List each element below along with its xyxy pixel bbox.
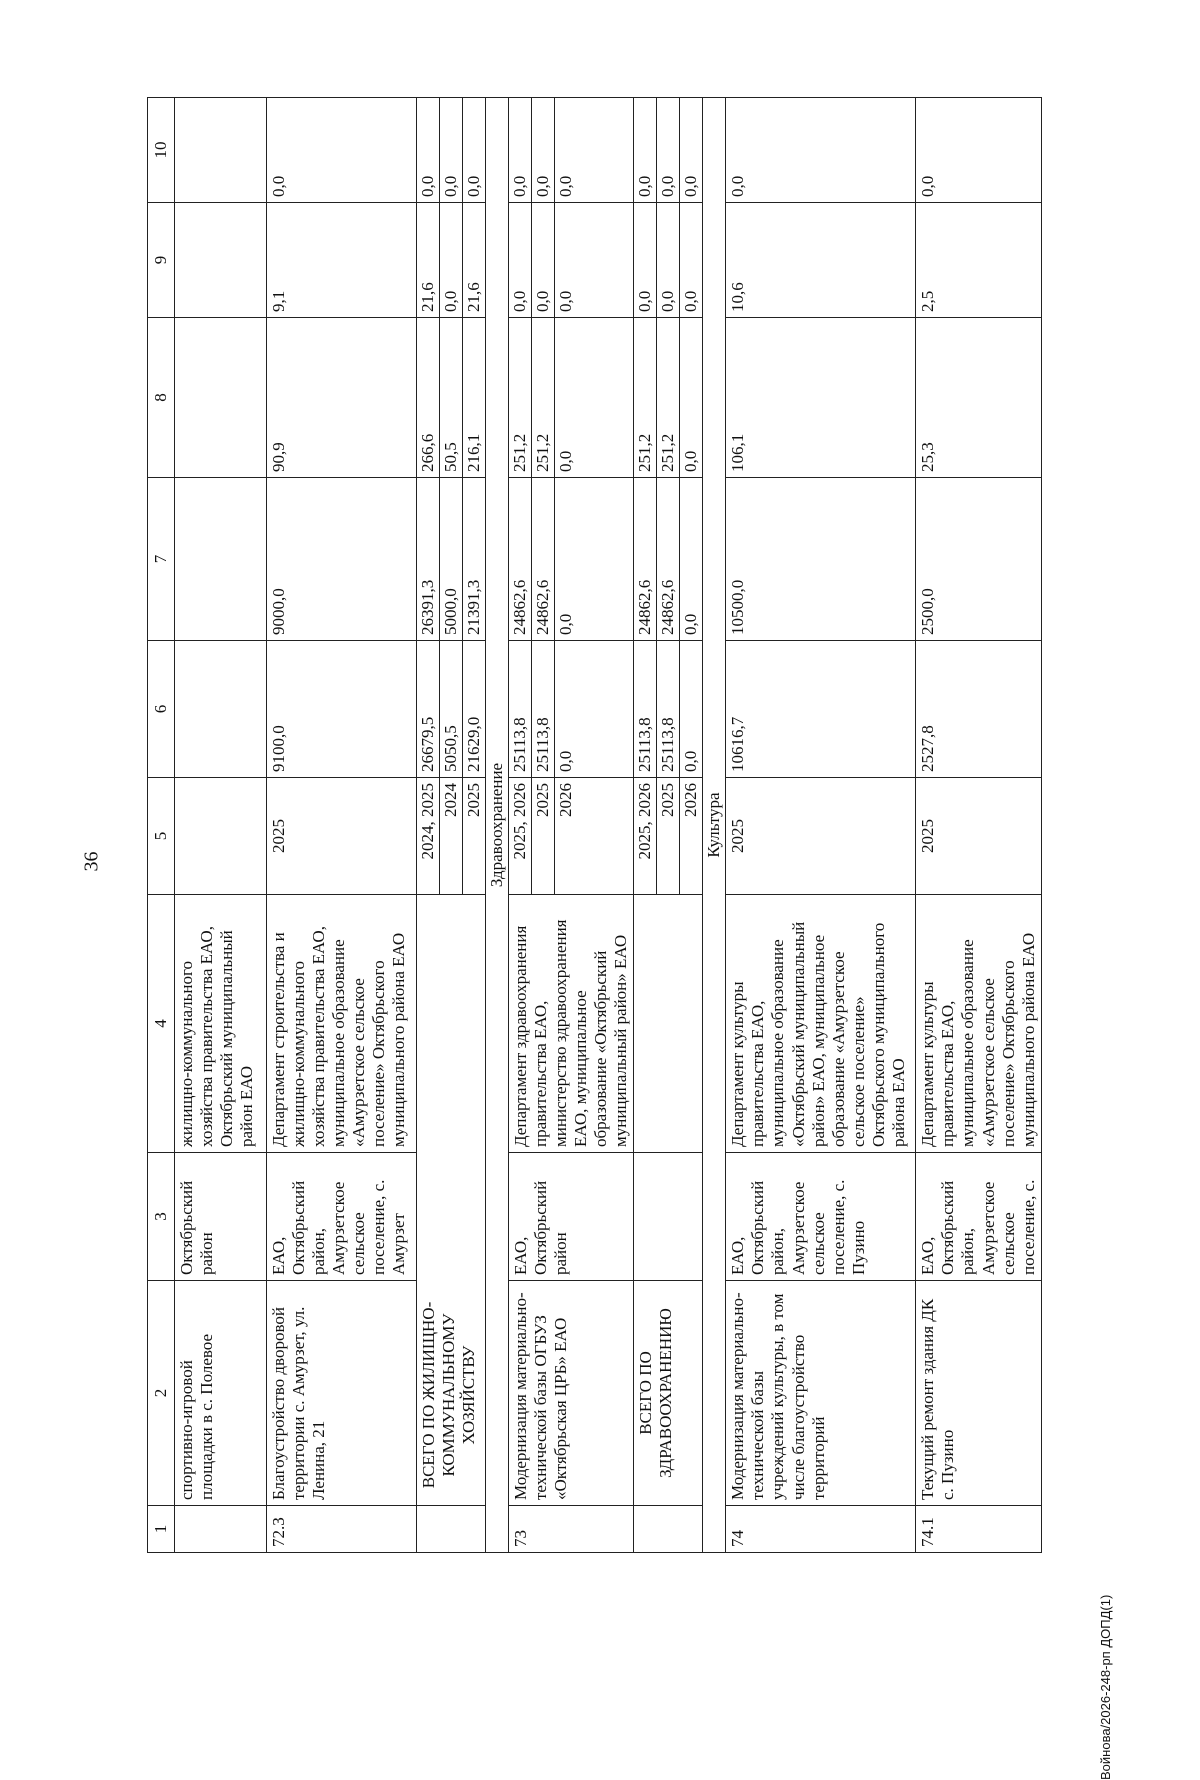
cell-c1: 74 (726, 1506, 916, 1553)
cell-c10 (509, 98, 634, 203)
cell-c2: Благоустройство дворовой территории с. Амурзет, ул. Ленина, 21 (267, 1281, 417, 1506)
total-label-text: ВСЕГО ПО ЖИЛИЩНО-КОММУНАЛЬНОМУ ХОЗЯЙСТВУ (419, 1301, 479, 1489)
cell-c7 (175, 478, 267, 641)
value: 2025 (464, 783, 483, 817)
cell-c5: 2025 (916, 778, 1041, 895)
value: 25113,8 (634, 641, 657, 777)
cell-c6: 2527,8 (916, 641, 1041, 778)
cell-c2: Модернизация материально-технической базы учреждений культуры, в том числе благоустройство территорий (726, 1281, 916, 1506)
value: 24862,6 (532, 478, 555, 640)
value: 0,0 (681, 175, 701, 197)
value: 21,6 (417, 203, 440, 317)
cell-c10 (175, 98, 267, 203)
col-header-10: 10 (148, 98, 175, 203)
cell-c8: 90,9 (267, 318, 417, 478)
value: 21391,3 (464, 579, 483, 635)
cell-c2: спортивно-игровой площадки в с. Полевое (175, 1281, 267, 1506)
cell-c6 (175, 641, 267, 778)
cell-c7: 9000,0 (267, 478, 417, 641)
header-row (148, 98, 175, 1553)
cell-c6 (417, 641, 486, 778)
cell-c10 (417, 98, 486, 203)
value: 2025 (657, 778, 680, 894)
table-row (267, 98, 417, 1553)
cell-c9: 9,1 (267, 203, 417, 318)
value: 251,2 (509, 318, 532, 477)
value: 0,0 (532, 203, 555, 317)
cell-c4: Департамент строительства и жилищно-коммунального хозяйства правительства ЕАО, муниципальное образование «Амурзетское сельское поселение» Октябрьского муниципального района ЕАО (267, 895, 417, 1153)
value: 0,0 (440, 203, 463, 317)
value: 0,0 (556, 613, 576, 635)
cell-c3: Октябрьский район (175, 1153, 267, 1281)
cell-c8 (175, 318, 267, 478)
value: 0,0 (417, 98, 440, 202)
rotated-table-wrapper (147, 98, 1087, 1553)
cell-c9 (175, 203, 267, 318)
value: 24862,6 (509, 478, 532, 640)
cell-c5 (417, 778, 486, 895)
cell-c4: Департамент культуры правительства ЕАО, муниципальное образование «Амурзетское сельское поселение» Октябрьского муниципального района ЕАО (916, 895, 1041, 1153)
section-title: Здравоохранение (486, 98, 509, 1553)
value: 25113,8 (509, 641, 532, 777)
value: 2024, 2025 (417, 778, 440, 894)
value: 2026 (681, 783, 701, 817)
cell-c6: 9100,0 (267, 641, 417, 778)
cell-c5 (509, 778, 634, 895)
value: 2025, 2026 (634, 778, 657, 894)
value: 21,6 (464, 282, 483, 312)
cell-c3: ЕАО, Октябрьский район, Амурзетское сельское поселение, с. (916, 1153, 1041, 1281)
cell-c8: 106,1 (726, 318, 916, 478)
cell-c8 (417, 318, 486, 478)
cell-c4 (634, 895, 703, 1153)
value: 0,0 (532, 98, 555, 202)
value: 24862,6 (634, 478, 657, 640)
cell-c3: ЕАО, Октябрьский район, Амурзетское сельское поселение, с. Амурзет (267, 1153, 417, 1281)
cell-c3: ЕАО, Октябрьский район (509, 1153, 634, 1281)
value: 251,2 (532, 318, 555, 477)
table-row (916, 98, 1041, 1553)
col-header-9: 9 (148, 203, 175, 318)
value: 0,0 (657, 203, 680, 317)
cell-c9 (509, 203, 634, 318)
value: 26679,5 (417, 641, 440, 777)
value: 0,0 (556, 750, 576, 772)
footer-text: Войнова/2026-248-рп ДОПД(1) (1098, 1594, 1113, 1780)
value: 2024 (440, 778, 463, 894)
cell-c7: 10500,0 (726, 478, 916, 641)
col-header-3: 3 (148, 1153, 175, 1281)
value: 0,0 (509, 98, 532, 202)
cell-c10: 0,0 (916, 98, 1041, 203)
cell-c6 (509, 641, 634, 778)
value: 2025, 2026 (509, 778, 532, 894)
col-header-2: 2 (148, 1281, 175, 1506)
value: 26391,3 (417, 478, 440, 640)
cell-c6 (634, 641, 703, 778)
cell-c9 (417, 203, 486, 318)
section-title: Культура (703, 98, 726, 1553)
value: 0,0 (556, 175, 576, 197)
value: 50,5 (440, 318, 463, 477)
col-header-7: 7 (148, 478, 175, 641)
col-header-8: 8 (148, 318, 175, 478)
cell-c8 (634, 318, 703, 478)
cell-c9 (634, 203, 703, 318)
cell-c10 (634, 98, 703, 203)
value: 0,0 (634, 203, 657, 317)
value: 25113,8 (657, 641, 680, 777)
cell-c5: 2025 (726, 778, 916, 895)
page-number: 36 (80, 851, 103, 872)
value: 251,2 (634, 318, 657, 477)
value: 0,0 (681, 613, 701, 635)
cell-c7 (417, 478, 486, 641)
table-row (175, 98, 267, 1553)
cell-c8: 25,3 (916, 318, 1041, 478)
cell-c1 (175, 1506, 267, 1553)
total-label (417, 895, 486, 1506)
cell-c4: Департамент здравоохранения правительства ЕАО, министерство здравоохранения ЕАО, муниципальное образование «Октябрьский муниципальный район» ЕАО (509, 895, 634, 1153)
value: 2026 (556, 783, 576, 817)
value: 0,0 (509, 203, 532, 317)
cell-c9: 2,5 (916, 203, 1041, 318)
value: 0,0 (681, 450, 701, 472)
value: 216,1 (464, 433, 483, 472)
value: 266,6 (417, 318, 440, 477)
cell-c8 (509, 318, 634, 478)
cell-c1 (417, 1506, 486, 1553)
value: 0,0 (556, 290, 576, 312)
cell-c7 (634, 478, 703, 641)
cell-c3: ЕАО, Октябрьский район, Амурзетское сельское поселение, с. Пузино (726, 1153, 916, 1281)
cell-c9: 10,6 (726, 203, 916, 318)
col-header-1: 1 (148, 1506, 175, 1553)
table-row (726, 98, 916, 1553)
value: 0,0 (440, 98, 463, 202)
cell-c5 (175, 778, 267, 895)
value: 5050,5 (440, 641, 463, 777)
cell-c3 (634, 1153, 703, 1281)
section-row-health (486, 98, 509, 1553)
cell-c4: Департамент культуры правительства ЕАО, муниципальное образование «Октябрьский муниципальный район» ЕАО, муниципальное образование «Амурзетское сельское поселение» Октябрьского муниципального района ЕАО (726, 895, 916, 1153)
total-row-zkh (417, 98, 486, 1553)
value: 0,0 (681, 750, 701, 772)
col-header-4: 4 (148, 895, 175, 1153)
value: 0,0 (634, 98, 657, 202)
cell-c10: 0,0 (726, 98, 916, 203)
table-row (509, 98, 634, 1553)
cell-c1: 74.1 (916, 1506, 1041, 1553)
col-header-6: 6 (148, 641, 175, 778)
cell-c4: жилищно-коммунального хозяйства правительства ЕАО, Октябрьский муниципальный район ЕАО (175, 895, 267, 1153)
total-label: ВСЕГО ПО ЗДРАВООХРАНЕНИЮ (634, 1281, 703, 1506)
total-row-health (634, 98, 703, 1553)
cell-c1: 73 (509, 1506, 634, 1553)
value: 2025 (532, 778, 555, 894)
cell-c7 (509, 478, 634, 641)
col-header-5: 5 (148, 778, 175, 895)
cell-c5: 2025 (267, 778, 417, 895)
cell-c7: 2500,0 (916, 478, 1041, 641)
cell-c2: Модернизация материально-технической базы ОГБУЗ «Октябрьская ЦРБ» ЕАО (509, 1281, 634, 1506)
cell-c5 (634, 778, 703, 895)
cell-c2: Текущий ремонт здания ДК с. Пузино (916, 1281, 1041, 1506)
value: 21629,0 (464, 716, 483, 772)
value: 5000,0 (440, 478, 463, 640)
program-table (147, 97, 1042, 1553)
value: 0,0 (464, 175, 483, 197)
value: 251,2 (657, 318, 680, 477)
section-row-culture (703, 98, 726, 1553)
cell-c6: 10616,7 (726, 641, 916, 778)
value: 0,0 (556, 450, 576, 472)
value: 0,0 (657, 98, 680, 202)
value: 25113,8 (532, 641, 555, 777)
value: 24862,6 (657, 478, 680, 640)
cell-c1 (634, 1506, 703, 1553)
cell-c10: 0,0 (267, 98, 417, 203)
value: 0,0 (681, 290, 701, 312)
cell-c1: 72.3 (267, 1506, 417, 1553)
